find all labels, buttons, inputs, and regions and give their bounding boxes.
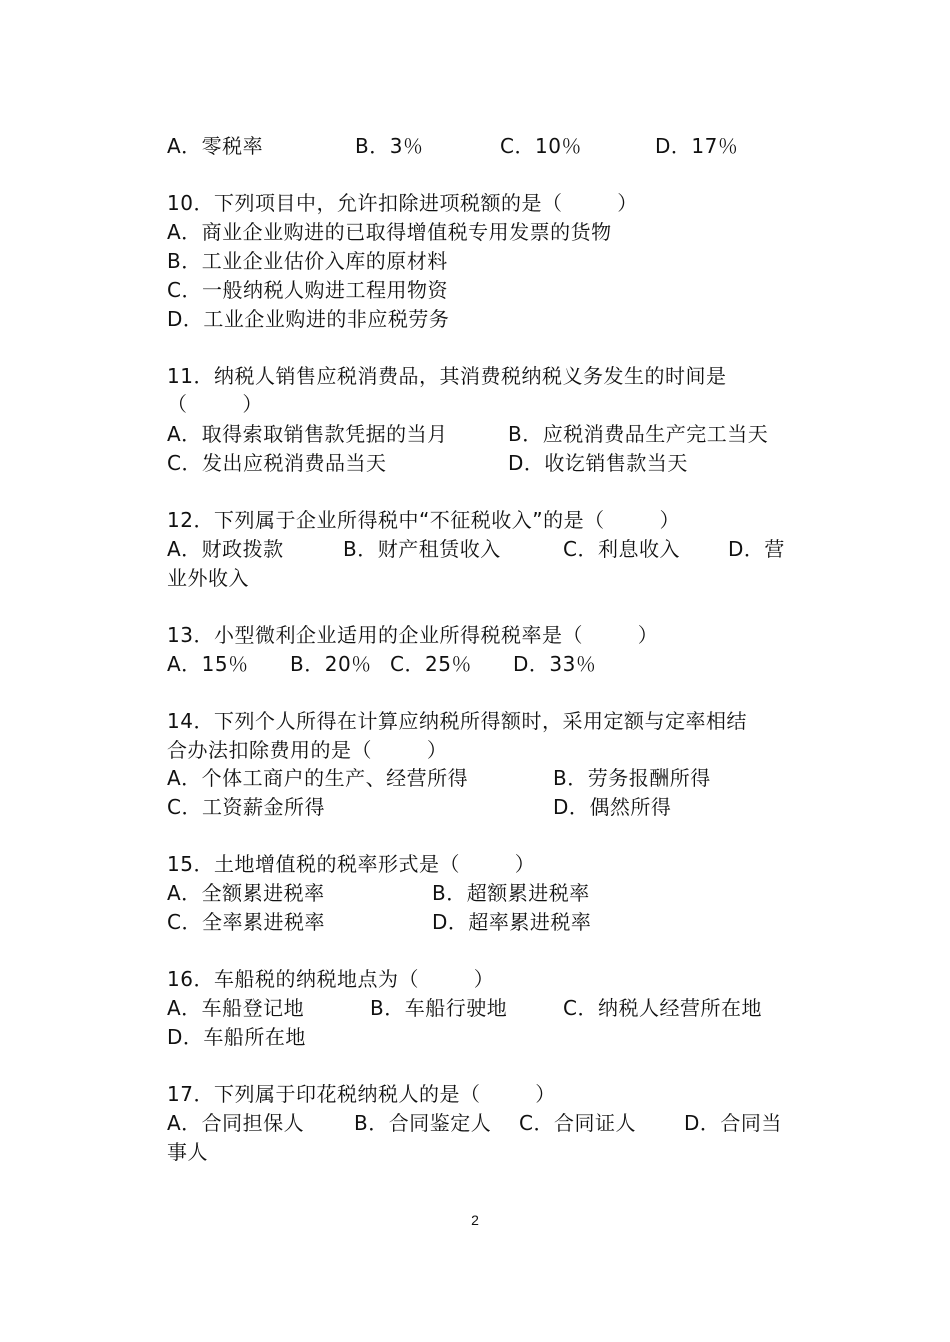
q10-stem: 10．下列项目中，允许扣除进项税额的是（ ） <box>167 191 638 215</box>
q13-option-d: D．33％ <box>513 652 597 676</box>
q11-option-c: C．发出应税消费品当天 <box>167 451 387 475</box>
q17-option-d-continued: 事人 <box>167 1140 208 1164</box>
q15-option-d: D．超率累进税率 <box>432 910 592 934</box>
q14-option-d: D．偶然所得 <box>553 795 672 819</box>
page-number: 2 <box>471 1212 479 1228</box>
q16-option-d: D．车船所在地 <box>167 1025 306 1049</box>
q12-option-d: D．营 <box>728 537 785 561</box>
q17-option-c: C．合同证人 <box>519 1111 636 1135</box>
q11-option-a: A．取得索取销售款凭据的当月 <box>167 422 448 446</box>
q9-option-d: D．17％ <box>655 134 739 158</box>
q13-option-b: B．20％ <box>290 652 372 676</box>
q16-option-b: B．车船行驶地 <box>370 996 508 1020</box>
q11-stem-line2: （ ） <box>167 392 263 416</box>
q14-option-a: A．个体工商户的生产、经营所得 <box>167 766 469 790</box>
q12-option-c: C．利息收入 <box>563 537 680 561</box>
q15-option-a: A．全额累进税率 <box>167 881 325 905</box>
q9-option-b: B．3％ <box>355 134 424 158</box>
q9-option-a: A．零税率 <box>167 134 264 158</box>
q11-stem-line1: 11．纳税人销售应税消费品，其消费税纳税义务发生的时间是 <box>167 364 727 388</box>
q15-option-c: C．全率累进税率 <box>167 910 325 934</box>
q12-option-d-continued: 业外收入 <box>167 566 249 590</box>
q14-stem-line2: 合办法扣除费用的是（ ） <box>167 738 448 762</box>
q14-option-c: C．工资薪金所得 <box>167 795 325 819</box>
q12-option-a: A．财政拨款 <box>167 537 284 561</box>
q15-option-b: B．超额累进税率 <box>432 881 590 905</box>
q10-option-b: B．工业企业估价入库的原材料 <box>167 249 448 273</box>
q14-stem-line1: 14．下列个人所得在计算应纳税所得额时，采用定额与定率相结 <box>167 709 747 733</box>
q16-option-c: C．纳税人经营所在地 <box>563 996 762 1020</box>
q12-stem: 12．下列属于企业所得税中“不征税收入”的是（ ） <box>167 508 681 532</box>
q11-option-d: D．收讫销售款当天 <box>508 451 688 475</box>
q10-option-a: A．商业企业购进的已取得增值税专用发票的货物 <box>167 220 612 244</box>
q9-option-c: C．10％ <box>500 134 582 158</box>
q17-option-a: A．合同担保人 <box>167 1111 305 1135</box>
q17-option-d: D．合同当 <box>684 1111 782 1135</box>
q13-option-a: A．15％ <box>167 652 249 676</box>
q17-stem: 17．下列属于印花税纳税人的是（ ） <box>167 1082 556 1106</box>
q17-option-b: B．合同鉴定人 <box>354 1111 492 1135</box>
q16-option-a: A．车船登记地 <box>167 996 305 1020</box>
q11-option-b: B．应税消费品生产完工当天 <box>508 422 769 446</box>
q10-option-d: D．工业企业购进的非应税劳务 <box>167 307 450 331</box>
q13-stem: 13．小型微利企业适用的企业所得税税率是（ ） <box>167 623 659 647</box>
q15-stem: 15．土地增值税的税率形式是（ ） <box>167 852 536 876</box>
q16-stem: 16．车船税的纳税地点为（ ） <box>167 967 495 991</box>
q14-option-b: B．劳务报酬所得 <box>553 766 711 790</box>
q10-option-c: C．一般纳税人购进工程用物资 <box>167 278 448 302</box>
q13-option-c: C．25％ <box>390 652 472 676</box>
q12-option-b: B．财产租赁收入 <box>343 537 501 561</box>
